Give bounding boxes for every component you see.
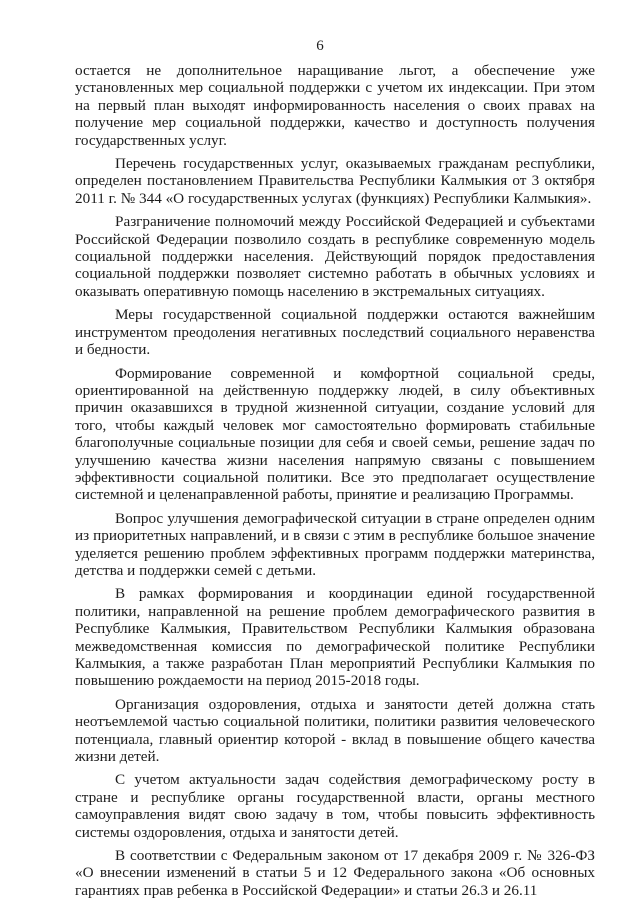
paragraph: Организация оздоровления, отдыха и занятости детей должна стать неотъемлемой частью социальной политики, политики развития человеческого потенциала, главный ориентир которой - вклад в повышение общего качества жизни детей.	[75, 695, 595, 766]
page-number: 6	[316, 38, 324, 54]
paragraph: Вопрос улучшения демографической ситуации в стране определен одним из приоритетных направлений, и в связи с этим в республике большое значение уделяется решению проблем эффективных программ поддержки материнства, детства и поддержки семей с детьми.	[75, 509, 595, 579]
paragraph: Формирование современной и комфортной социальной среды, ориентированной на действенную поддержку людей, в силу объективных причин оказавшихся в трудной жизненной ситуации, создание условий для того, чтобы каждый человек мог самостоятельно формировать стабильные благополучные социальные позиции для себя и своей семьи, решение задач по улучшению качества жизни населения напрямую связаны с повышением эффективности социальной политики. Все это предполагает осуществление системной и целенаправленной работы, принятие и реализацию Программы.	[75, 364, 595, 504]
paragraph: Разграничение полномочий между Российской Федерацией и субъектами Российской Федерации позволило создать в республике современную модель социальной поддержки населения. Действующий порядок предоставления социальной поддержки позволяет системно работать в обычных условиях и оказывать оперативную помощь населению в экстремальных ситуациях.	[75, 213, 595, 300]
paragraph: Меры государственной социальной поддержки остаются важнейшим инструментом преодоления негативных последствий социального неравенства и бедности.	[75, 306, 595, 359]
paragraph: В соответствии с Федеральным законом от 17 декабря 2009 г. № 326-ФЗ «О внесении изменений в статьи 5 и 12 Федерального закона «Об основных гарантиях прав ребенка в Российской Федерации» и статьи 26.3 и 26.11	[75, 847, 595, 899]
body-text	[75, 62, 595, 899]
paragraph: В рамках формирования и координации единой государственной политики, направленной на решение проблем демографического развития в Республике Калмыкия, Правительством Республики Калмыкия образована межведомственная комиссия по демографической политике Республики Калмыкия, а также разработан План мероприятий Республики Калмыкия по повышению рождаемости на период 2015-2018 годы.	[75, 585, 595, 690]
paragraph: С учетом актуальности задач содействия демографическому росту в стране и республике органы государственной власти, органы местного самоуправления видят свою задачу в том, чтобы повысить эффективность системы оздоровления, отдыха и занятости детей.	[75, 771, 595, 841]
paragraph-continued: остается не дополнительное наращивание льгот, а обеспечение уже установленных мер социальной поддержки с учетом их индексации. При этом на первый план выходят информированность населения о своих правах на получение мер социальной поддержки, качество и доступность получения государственных услуг.	[75, 62, 595, 149]
paragraph: Перечень государственных услуг, оказываемых гражданам республики, определен постановлением Правительства Республики Калмыкия от 3 октября 2011 г. № 344 «О государственных услугах (функциях) Республики Калмыкия».	[75, 155, 595, 207]
